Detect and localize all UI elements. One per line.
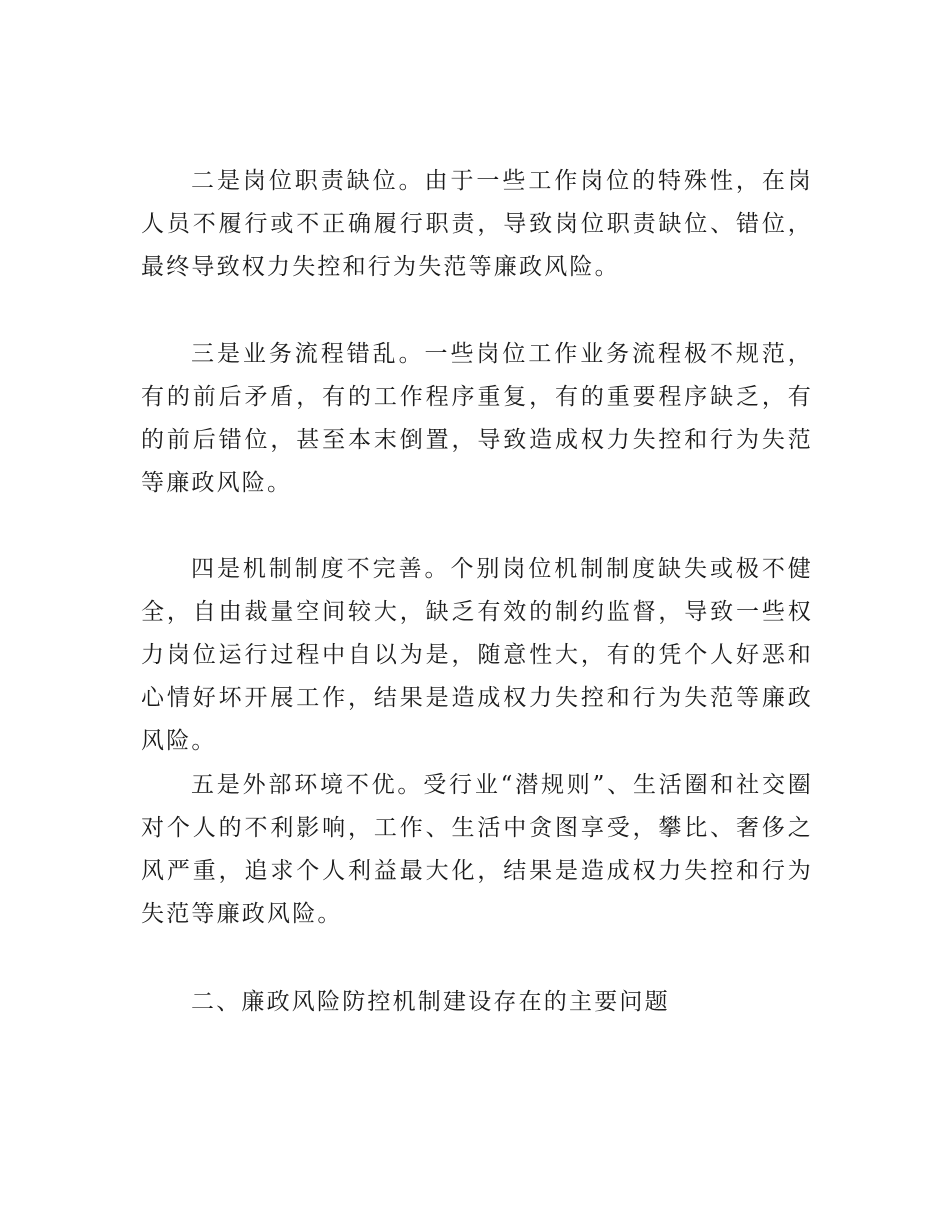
paragraph-post-responsibility: 二是岗位职责缺位。由于一些工作岗位的特殊性，在岗人员不履行或不正确履行职责，导致岗位职责缺位、错位，最终导致权力失控和行为失范等廉政风险。 xyxy=(141,168,813,280)
section-heading: 二、廉政风险防控机制建设存在的主要问题 xyxy=(191,989,670,1015)
paragraph-external-environment: 五是外部环境不优。受行业“潜规则”、生活圈和社交圈对个人的不利影响，工作、生活中贪图享受，攀比、奢侈之风严重，追求个人利益最大化，结果是造成权力失控和行为失范等廉政风险。 xyxy=(141,772,813,927)
paragraph-business-process: 三是业务流程错乱。一些岗位工作业务流程极不规范，有的前后矛盾，有的工作程序重复，有的重要程序缺乏，有的前后错位，甚至本末倒置，导致造成权力失控和行为失范等廉政风险。 xyxy=(141,341,813,496)
paragraph-mechanism-system: 四是机制制度不完善。个别岗位机制制度缺失或极不健全，自由裁量空间较大，缺乏有效的制约监督，导致一些权力岗位运行过程中自以为是，随意性大，有的凭个人好恶和心情好坏开展工作，结果是造成权力失控和行为失范等廉政风险。 xyxy=(141,556,813,754)
